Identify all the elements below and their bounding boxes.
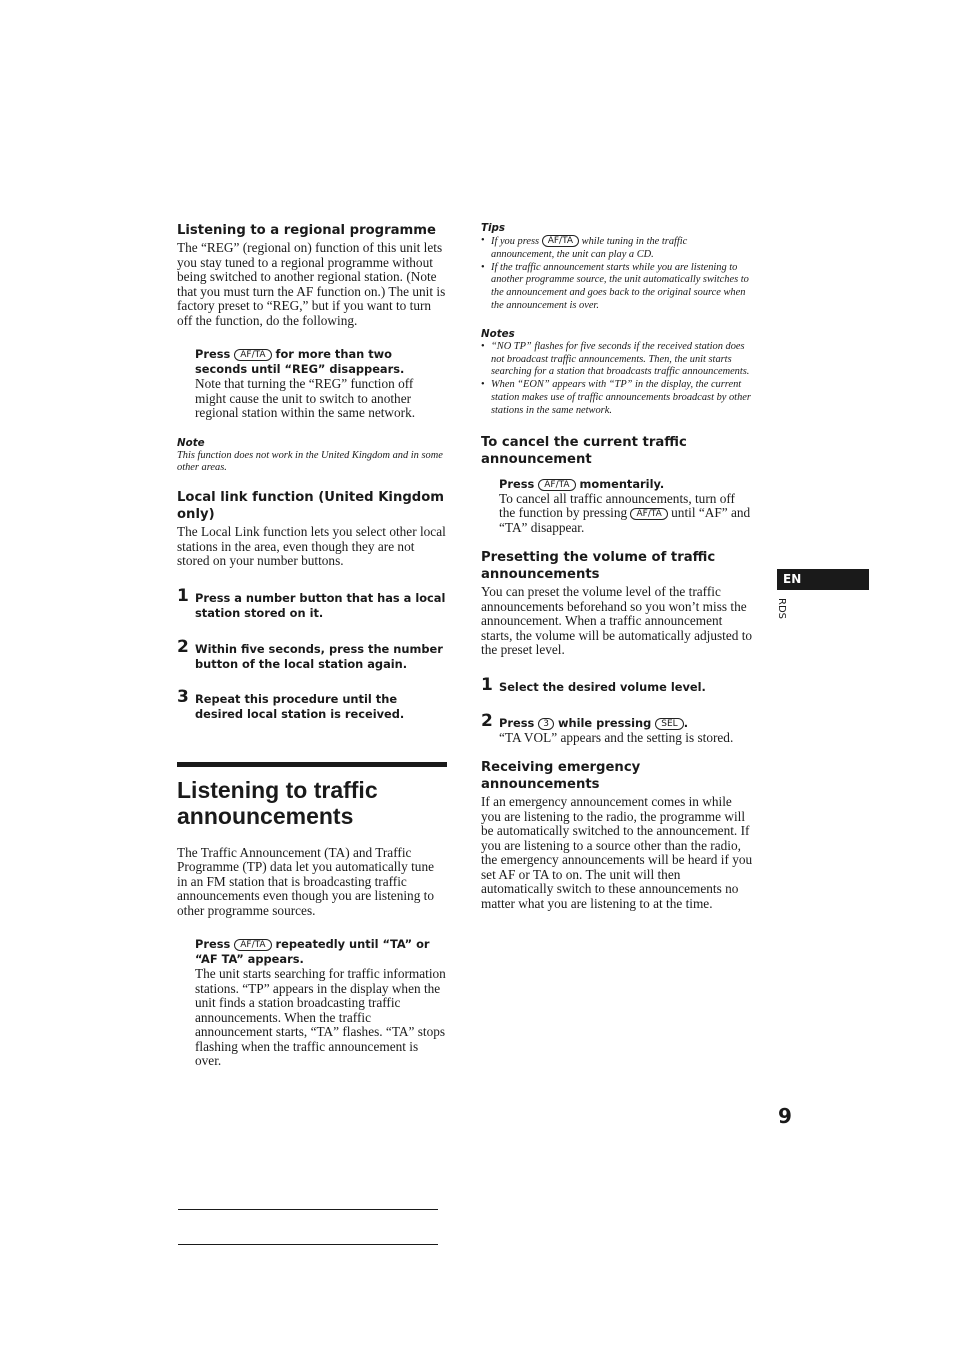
sel-key: SEL — [655, 718, 683, 730]
footer-rule — [178, 1244, 438, 1245]
preset-heading: Presetting the volume of traffic announcements — [481, 550, 716, 583]
footer-rule — [178, 1209, 438, 1210]
press-label: Press — [499, 715, 535, 730]
number-3-key: 3 — [538, 718, 554, 730]
language-tab-label: EN — [783, 572, 802, 586]
cancel-heading: To cancel the current traffic announcement — [481, 434, 687, 467]
preset-step-2 — [481, 710, 753, 746]
note-text: This function does not work in the United Kingdom and in some other areas. — [177, 449, 443, 474]
preset-body: You can preset the volume level of the traffic announcements beforehand so you won’t miss the announcement. When a traffic announcement starts, the volume will be automatically adjusted to the preset level. — [481, 584, 753, 658]
cancel-text: To cancel all traffic announcements, turn off the function by pressing — [499, 490, 735, 521]
page-number: 9 — [778, 1104, 792, 1128]
language-tab — [777, 569, 869, 590]
section-tab-label: RDS — [776, 598, 787, 619]
instruction-text: momentarily. — [579, 476, 665, 491]
cancel-instruction — [499, 477, 753, 536]
press-label: Press — [195, 347, 231, 361]
preset-step-2-body: “TA VOL” appears and the setting is stored. — [499, 729, 734, 745]
press-label: Press — [499, 476, 535, 491]
traffic-section-title: Listening to traffic announcements — [177, 776, 378, 829]
traffic-instruction — [195, 937, 447, 1069]
regional-instruction-note: Note that turning the “REG” function off might cause the unit to switch to another regional station within the same network. — [195, 376, 416, 420]
af-ta-key: AF/TA — [542, 235, 579, 247]
notes-label: Notes — [481, 327, 515, 340]
right-column — [481, 222, 753, 911]
traffic-body: The Traffic Announcement (TA) and Traffic Programme (TP) data let you automatically tune in an FM station that is broadcasting traffic announcements even though you are listening to other programme sources. — [177, 844, 435, 918]
step-text: Select the desired volume level. — [499, 679, 706, 694]
note-item: • When “EON” appears with “TP” in the display, the current station makes use of traffic announcements broadcast by other stations in the same network. — [481, 379, 753, 417]
af-ta-key: AF/TA — [630, 508, 667, 520]
instruction-text: repeatedly until “TA” or “AF TA” appears. — [195, 937, 430, 967]
preset-step-1 — [481, 674, 753, 695]
step-number: 2 — [177, 636, 189, 657]
tip-item: • If the traffic announcement starts while you are listening to another programme source, the unit automatically switches to the announcement and goes back to the original source when the announcement is over. — [481, 262, 753, 313]
traffic-instruction-body: The unit starts searching for traffic information stations. “TP” appears in the display when the unit finds a station broadcasting traffic announcements. When the traffic announcement starts, “TA” flashes. “TA” stops flashing when the traffic announcement is over. — [195, 966, 446, 1069]
regional-body: The “REG” (regional on) function of this unit lets you stay tuned to a regional programme without being switched to another regional station. (Note that you must turn the AF function on.) The unit is factory preset to “REG,” but if you want to turn off the function, do the following. — [177, 240, 446, 328]
step-text: Press a number button that has a local station stored on it. — [195, 590, 446, 620]
step-text: Within five seconds, press the number button of the local station again. — [195, 641, 443, 671]
emergency-body: If an emergency announcement comes in while you are listening to the radio, the programme will be automatically switched to the announcement. If you are listening to a source other than the radio, the emergency announcements will be heard if you set AF or TA to on. The unit will then automatically switch to these announcements no matter what you are listening to at the time. — [481, 794, 753, 911]
step-2 — [177, 636, 447, 672]
note-item: • “NO TP” flashes for five seconds if the received station does not broadcast traffic announcements. Then, the unit starts searching for a station that broadcasts traffic announcements. — [481, 341, 753, 379]
tips-label: Tips — [481, 222, 506, 234]
af-ta-key: AF/TA — [234, 349, 271, 361]
press-label: Press — [195, 937, 231, 952]
left-column — [177, 222, 447, 1069]
af-ta-key: AF/TA — [234, 939, 271, 951]
step-number: 2 — [481, 710, 493, 731]
notes-list — [481, 341, 753, 418]
tip-item — [481, 235, 753, 262]
step-text: . — [683, 715, 689, 730]
cancel-body — [499, 492, 753, 536]
step-number: 1 — [481, 674, 493, 695]
local-link-heading: Local link function (United Kingdom only) — [177, 490, 445, 523]
emergency-heading: Receiving emergency announcements — [481, 760, 641, 793]
regional-heading: Listening to a regional programme — [177, 223, 436, 238]
step-1 — [177, 585, 447, 621]
tips-list — [481, 235, 753, 313]
step-number: 1 — [177, 585, 189, 606]
instruction-text: for more than two seconds until “REG” disappears. — [195, 347, 405, 376]
tip-text: If you press — [491, 236, 540, 247]
step-text: Repeat this procedure until the desired local station is received. — [195, 691, 405, 721]
note-label: Note — [177, 436, 205, 449]
cancel-text: until “AF” and “TA” disappear. — [499, 505, 751, 535]
step-text: while pressing — [557, 715, 652, 730]
tip-text: while tuning in the traffic announcement, the unit can play a CD. — [491, 236, 688, 260]
step-3 — [177, 686, 447, 722]
local-link-body: The Local Link function lets you select other local stations in the area, even though they are not stored on your number buttons. — [177, 524, 446, 569]
section-divider-bar — [177, 762, 447, 767]
regional-instruction — [195, 347, 447, 421]
step-number: 3 — [177, 686, 189, 707]
af-ta-key: AF/TA — [538, 479, 575, 491]
